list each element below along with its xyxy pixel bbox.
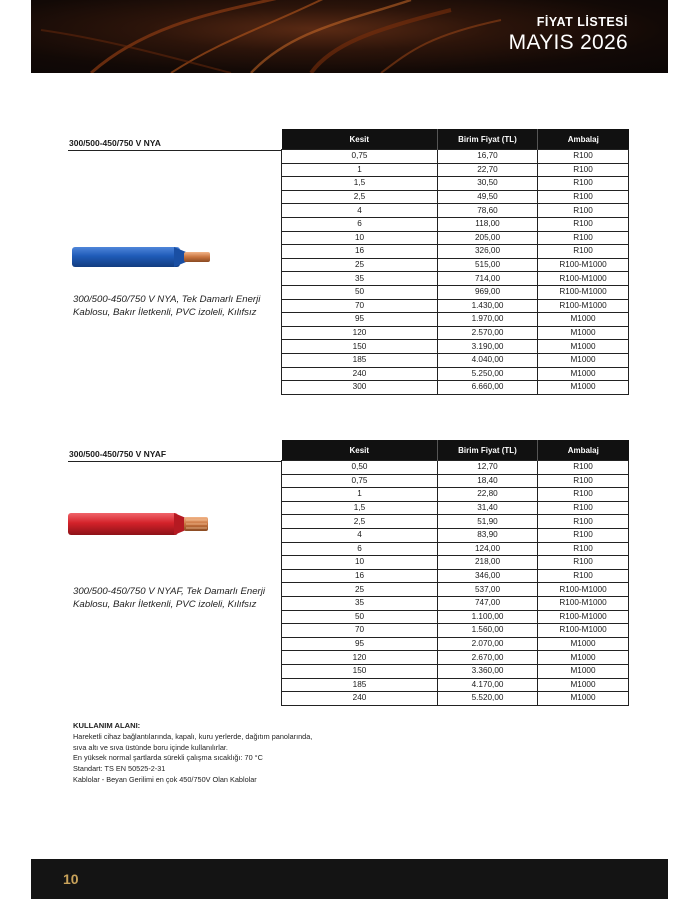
page-number: 10 [63, 871, 79, 887]
table-row [282, 367, 629, 381]
description-line: 300/500-450/750 V NYA, Tek Damarlı Enerji [73, 294, 261, 305]
price-cell: 2.570,00 [438, 326, 538, 340]
price-cell: 124,00 [438, 542, 538, 556]
kesit-cell: 25 [282, 258, 438, 272]
kesit-cell: 1,5 [282, 501, 438, 515]
header-subtitle: MAYIS 2026 [508, 31, 628, 54]
price-cell: 346,00 [438, 569, 538, 583]
kesit-cell: 0,75 [282, 474, 438, 488]
ambalaj-cell: R100 [538, 217, 629, 231]
ambalaj-cell: R100 [538, 177, 629, 191]
price-cell: 118,00 [438, 217, 538, 231]
price-cell: 4.040,00 [438, 353, 538, 367]
ambalaj-cell: R100 [538, 190, 629, 204]
table-row [282, 501, 629, 515]
ambalaj-cell: R100 [538, 569, 629, 583]
ambalaj-cell: M1000 [538, 340, 629, 354]
price-cell: 78,60 [438, 204, 538, 218]
price-cell: 969,00 [438, 285, 538, 299]
table-row [282, 556, 629, 570]
kesit-cell: 2,5 [282, 190, 438, 204]
ambalaj-cell: R100-M1000 [538, 610, 629, 624]
ambalaj-cell: R100-M1000 [538, 596, 629, 610]
kesit-cell: 150 [282, 340, 438, 354]
ambalaj-cell: R100 [538, 474, 629, 488]
kesit-cell: 240 [282, 692, 438, 706]
col-header-ambalaj: Ambalaj [538, 440, 629, 461]
ambalaj-cell: R100 [538, 150, 629, 164]
ambalaj-cell: R100 [538, 528, 629, 542]
usage-line: sıva altı ve sıva üstünde boru içinde kullanılırlar. [73, 742, 228, 752]
table-row [282, 488, 629, 502]
ambalaj-cell: R100 [538, 461, 629, 475]
price-cell: 49,50 [438, 190, 538, 204]
price-cell: 30,50 [438, 177, 538, 191]
title-underline [68, 150, 281, 151]
table-row [282, 245, 629, 259]
ambalaj-cell: R100-M1000 [538, 624, 629, 638]
table-row [282, 474, 629, 488]
table-row [282, 204, 629, 218]
ambalaj-cell: M1000 [538, 678, 629, 692]
ambalaj-cell: R100 [538, 204, 629, 218]
kesit-cell: 300 [282, 381, 438, 395]
kesit-cell: 0,50 [282, 461, 438, 475]
kesit-cell: 16 [282, 245, 438, 259]
price-cell: 16,70 [438, 150, 538, 164]
price-cell: 2.070,00 [438, 637, 538, 651]
price-cell: 5.520,00 [438, 692, 538, 706]
ambalaj-cell: R100-M1000 [538, 299, 629, 313]
ambalaj-cell: R100-M1000 [538, 258, 629, 272]
kesit-cell: 70 [282, 624, 438, 638]
ambalaj-cell: M1000 [538, 313, 629, 327]
description-line: Kablosu, Bakır İletkenli, PVC izoleli, Kılıfsız [73, 598, 257, 610]
price-cell: 1.560,00 [438, 624, 538, 638]
product-description-nya [73, 294, 288, 319]
ambalaj-cell: M1000 [538, 326, 629, 340]
ambalaj-cell: R100 [538, 488, 629, 502]
table-row [282, 461, 629, 475]
section-title-nya: 300/500-450/750 V NYA [69, 138, 161, 148]
table-row [282, 326, 629, 340]
price-cell: 205,00 [438, 231, 538, 245]
table-row [282, 583, 629, 597]
price-cell: 515,00 [438, 258, 538, 272]
price-cell: 326,00 [438, 245, 538, 259]
table-row [282, 177, 629, 191]
header-title: FİYAT LİSTESİ [536, 15, 628, 29]
price-table-nya [281, 129, 629, 395]
ambalaj-cell: M1000 [538, 353, 629, 367]
col-header-kesit: Kesit [282, 440, 438, 461]
price-cell: 51,90 [438, 515, 538, 529]
kesit-cell: 10 [282, 556, 438, 570]
price-cell: 12,70 [438, 461, 538, 475]
table-row [282, 353, 629, 367]
price-cell: 2.670,00 [438, 651, 538, 665]
table-row [282, 692, 629, 706]
col-header-fiyat: Birim Fiyat (TL) [438, 129, 538, 150]
kesit-cell: 0,75 [282, 150, 438, 164]
price-cell: 31,40 [438, 501, 538, 515]
kesit-cell: 6 [282, 542, 438, 556]
price-cell: 22,70 [438, 163, 538, 177]
kesit-cell: 4 [282, 204, 438, 218]
usage-line: Kablolar - Beyan Gerilimi en çok 450/750V Olan Kablolar [73, 774, 257, 784]
table-row [282, 624, 629, 638]
price-cell: 1.100,00 [438, 610, 538, 624]
col-header-kesit: Kesit [282, 129, 438, 150]
kesit-cell: 70 [282, 299, 438, 313]
title-underline [68, 461, 281, 462]
ambalaj-cell: R100 [538, 515, 629, 529]
kesit-cell: 1 [282, 488, 438, 502]
kesit-cell: 10 [282, 231, 438, 245]
ambalaj-cell: R100 [538, 542, 629, 556]
kesit-cell: 185 [282, 678, 438, 692]
kesit-cell: 25 [282, 583, 438, 597]
table-row [282, 231, 629, 245]
price-cell: 3.360,00 [438, 664, 538, 678]
usage-line: Hareketli cihaz bağlantılarında, kapalı, kuru yerlerde, dağıtım panolarında, [73, 731, 313, 741]
price-cell: 6.660,00 [438, 381, 538, 395]
ambalaj-cell: M1000 [538, 367, 629, 381]
kesit-cell: 6 [282, 217, 438, 231]
col-header-ambalaj: Ambalaj [538, 129, 629, 150]
header-banner [31, 0, 668, 73]
table-row [282, 190, 629, 204]
price-cell: 747,00 [438, 596, 538, 610]
ambalaj-cell: M1000 [538, 637, 629, 651]
kesit-cell: 120 [282, 326, 438, 340]
kesit-cell: 35 [282, 596, 438, 610]
table-row [282, 272, 629, 286]
kesit-cell: 95 [282, 313, 438, 327]
description-line: 300/500-450/750 V NYAF, Tek Damarlı Enerji [73, 586, 265, 597]
footer-bar [31, 859, 668, 899]
ambalaj-cell: M1000 [538, 381, 629, 395]
blue-cable-image [70, 240, 212, 274]
table-row [282, 340, 629, 354]
price-cell: 4.170,00 [438, 678, 538, 692]
table-row [282, 610, 629, 624]
kesit-cell: 50 [282, 610, 438, 624]
usage-heading: KULLANIM ALANI: [73, 721, 141, 730]
col-header-fiyat: Birim Fiyat (TL) [438, 440, 538, 461]
table-row [282, 150, 629, 164]
ambalaj-cell: R100-M1000 [538, 285, 629, 299]
kesit-cell: 2,5 [282, 515, 438, 529]
ambalaj-cell: R100 [538, 163, 629, 177]
ambalaj-cell: R100-M1000 [538, 272, 629, 286]
kesit-cell: 95 [282, 637, 438, 651]
description-line: Kablosu, Bakır İletkenli, PVC izoleli, Kılıfsız [73, 306, 257, 318]
kesit-cell: 50 [282, 285, 438, 299]
ambalaj-cell: M1000 [538, 651, 629, 665]
table-row [282, 313, 629, 327]
table-row [282, 163, 629, 177]
kesit-cell: 16 [282, 569, 438, 583]
ambalaj-cell: R100 [538, 556, 629, 570]
price-cell: 5.250,00 [438, 367, 538, 381]
table-row [282, 678, 629, 692]
kesit-cell: 1,5 [282, 177, 438, 191]
kesit-cell: 240 [282, 367, 438, 381]
price-cell: 3.190,00 [438, 340, 538, 354]
table-row [282, 285, 629, 299]
price-table-nyaf [281, 440, 629, 706]
table-row [282, 596, 629, 610]
ambalaj-cell: R100 [538, 231, 629, 245]
ambalaj-cell: R100-M1000 [538, 583, 629, 597]
ambalaj-cell: M1000 [538, 664, 629, 678]
kesit-cell: 120 [282, 651, 438, 665]
table-row [282, 258, 629, 272]
ambalaj-cell: R100 [538, 501, 629, 515]
price-cell: 714,00 [438, 272, 538, 286]
table-row [282, 217, 629, 231]
kesit-cell: 35 [282, 272, 438, 286]
usage-line: En yüksek normal şartlarda sürekli çalışma sıcaklığı: 70 °C [73, 753, 263, 763]
red-cable-image [66, 506, 212, 540]
price-cell: 1.430,00 [438, 299, 538, 313]
usage-info [73, 721, 312, 786]
ambalaj-cell: R100 [538, 245, 629, 259]
price-cell: 537,00 [438, 583, 538, 597]
table-row [282, 299, 629, 313]
kesit-cell: 185 [282, 353, 438, 367]
table-row [282, 637, 629, 651]
price-cell: 22,80 [438, 488, 538, 502]
table-row [282, 528, 629, 542]
table-row [282, 515, 629, 529]
table-row [282, 651, 629, 665]
table-row [282, 381, 629, 395]
table-row [282, 569, 629, 583]
price-cell: 83,90 [438, 528, 538, 542]
ambalaj-cell: M1000 [538, 692, 629, 706]
table-row [282, 542, 629, 556]
section-title-nyaf: 300/500-450/750 V NYAF [69, 449, 167, 459]
kesit-cell: 1 [282, 163, 438, 177]
price-cell: 1.970,00 [438, 313, 538, 327]
price-cell: 218,00 [438, 556, 538, 570]
usage-line: Standart: TS EN 50525-2-31 [73, 764, 166, 774]
price-cell: 18,40 [438, 474, 538, 488]
kesit-cell: 4 [282, 528, 438, 542]
kesit-cell: 150 [282, 664, 438, 678]
table-row [282, 664, 629, 678]
product-description-nyaf [73, 586, 288, 611]
